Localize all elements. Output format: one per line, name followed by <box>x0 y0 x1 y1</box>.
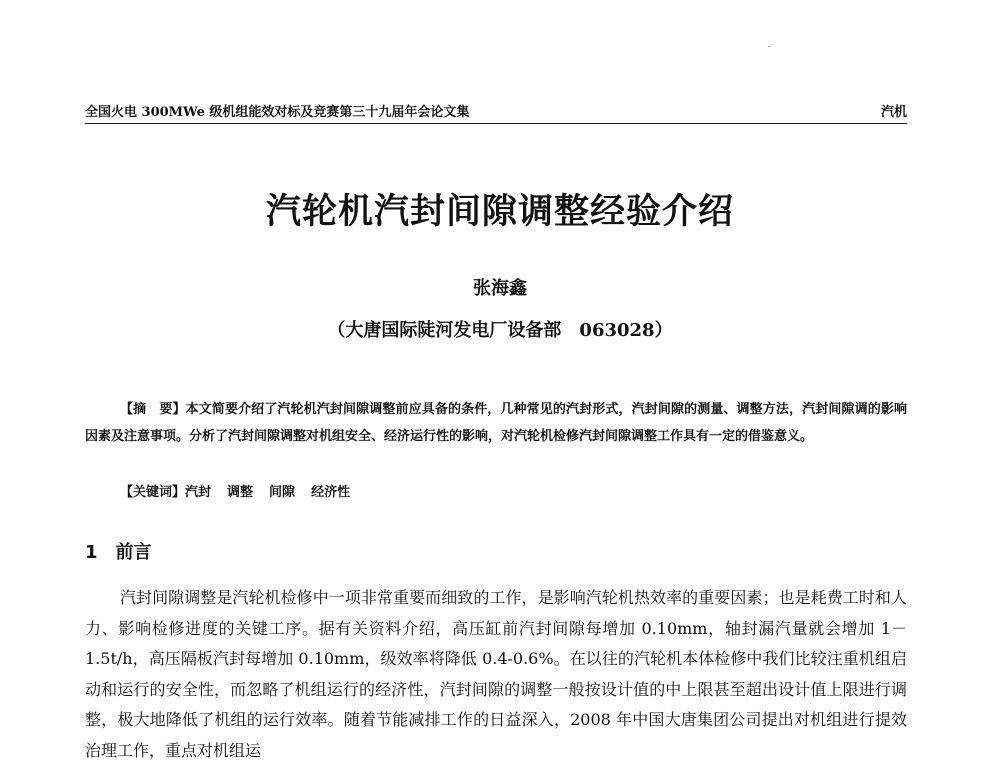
keyword: 调整 <box>227 485 254 500</box>
section-title: 前言 <box>115 542 152 563</box>
section-heading <box>85 538 152 564</box>
running-header <box>85 101 907 124</box>
author-affiliation: （大唐国际陡河发电厂设备部 063028） <box>327 320 673 341</box>
keyword: 经济性 <box>311 485 351 500</box>
keywords-label: 【关键词】 <box>120 485 186 500</box>
author-name: 张海鑫 <box>473 278 527 299</box>
scan-speck <box>768 46 771 47</box>
keyword: 间隙 <box>269 485 296 500</box>
keyword: 汽封 <box>185 485 212 500</box>
abstract-text: 本文简要介绍了汽轮机汽封间隙调整前应具备的条件，几种常见的汽封形式，汽封间隙的测量、调整方法，汽封间隙调的影响因素及注意事项。分析了汽封间隙调整对机组安全、经济运行性的影响，对汽轮机检修汽封间隙调整工作具有一定的借鉴意义。 <box>85 402 907 444</box>
body-paragraph: 汽封间隙调整是汽轮机检修中一项非常重要而细致的工作，是影响汽轮机热效率的重要因素；也是耗费工时和人力、影响检修进度的关键工序。据有关资料介绍，高压缸前汽封间隙每增加 0.10mm，轴封漏汽量就会增加 1－1.5t/h，高压隔板汽封每增加 0.10mm，级效率将降低 0.4-0.6%。在以往的汽轮机本体检修中我们比较注重机组启动和运行的安全性，而忽略了机组运行的经济性，汽封间隙的调整一般按设计值的中上限甚至超出设计值上限进行调整，极大地降低了机组的运行效率。随着节能减排工作的日益深入，2008 年中国大唐集团公司提出对机组进行提效治理工作，重点对机组运 <box>85 588 907 760</box>
section-label: 汽机 <box>880 105 907 120</box>
proceedings-title: 全国火电 300MWe 级机组能效对标及竞赛第三十九届年会论文集 <box>85 105 470 120</box>
abstract-label: 【摘 要】 <box>120 402 186 417</box>
paper-title: 汽轮机汽封间隙调整经验介绍 <box>265 192 734 232</box>
abstract <box>85 396 907 450</box>
keywords <box>120 481 907 500</box>
section-number: 1 <box>85 542 98 563</box>
